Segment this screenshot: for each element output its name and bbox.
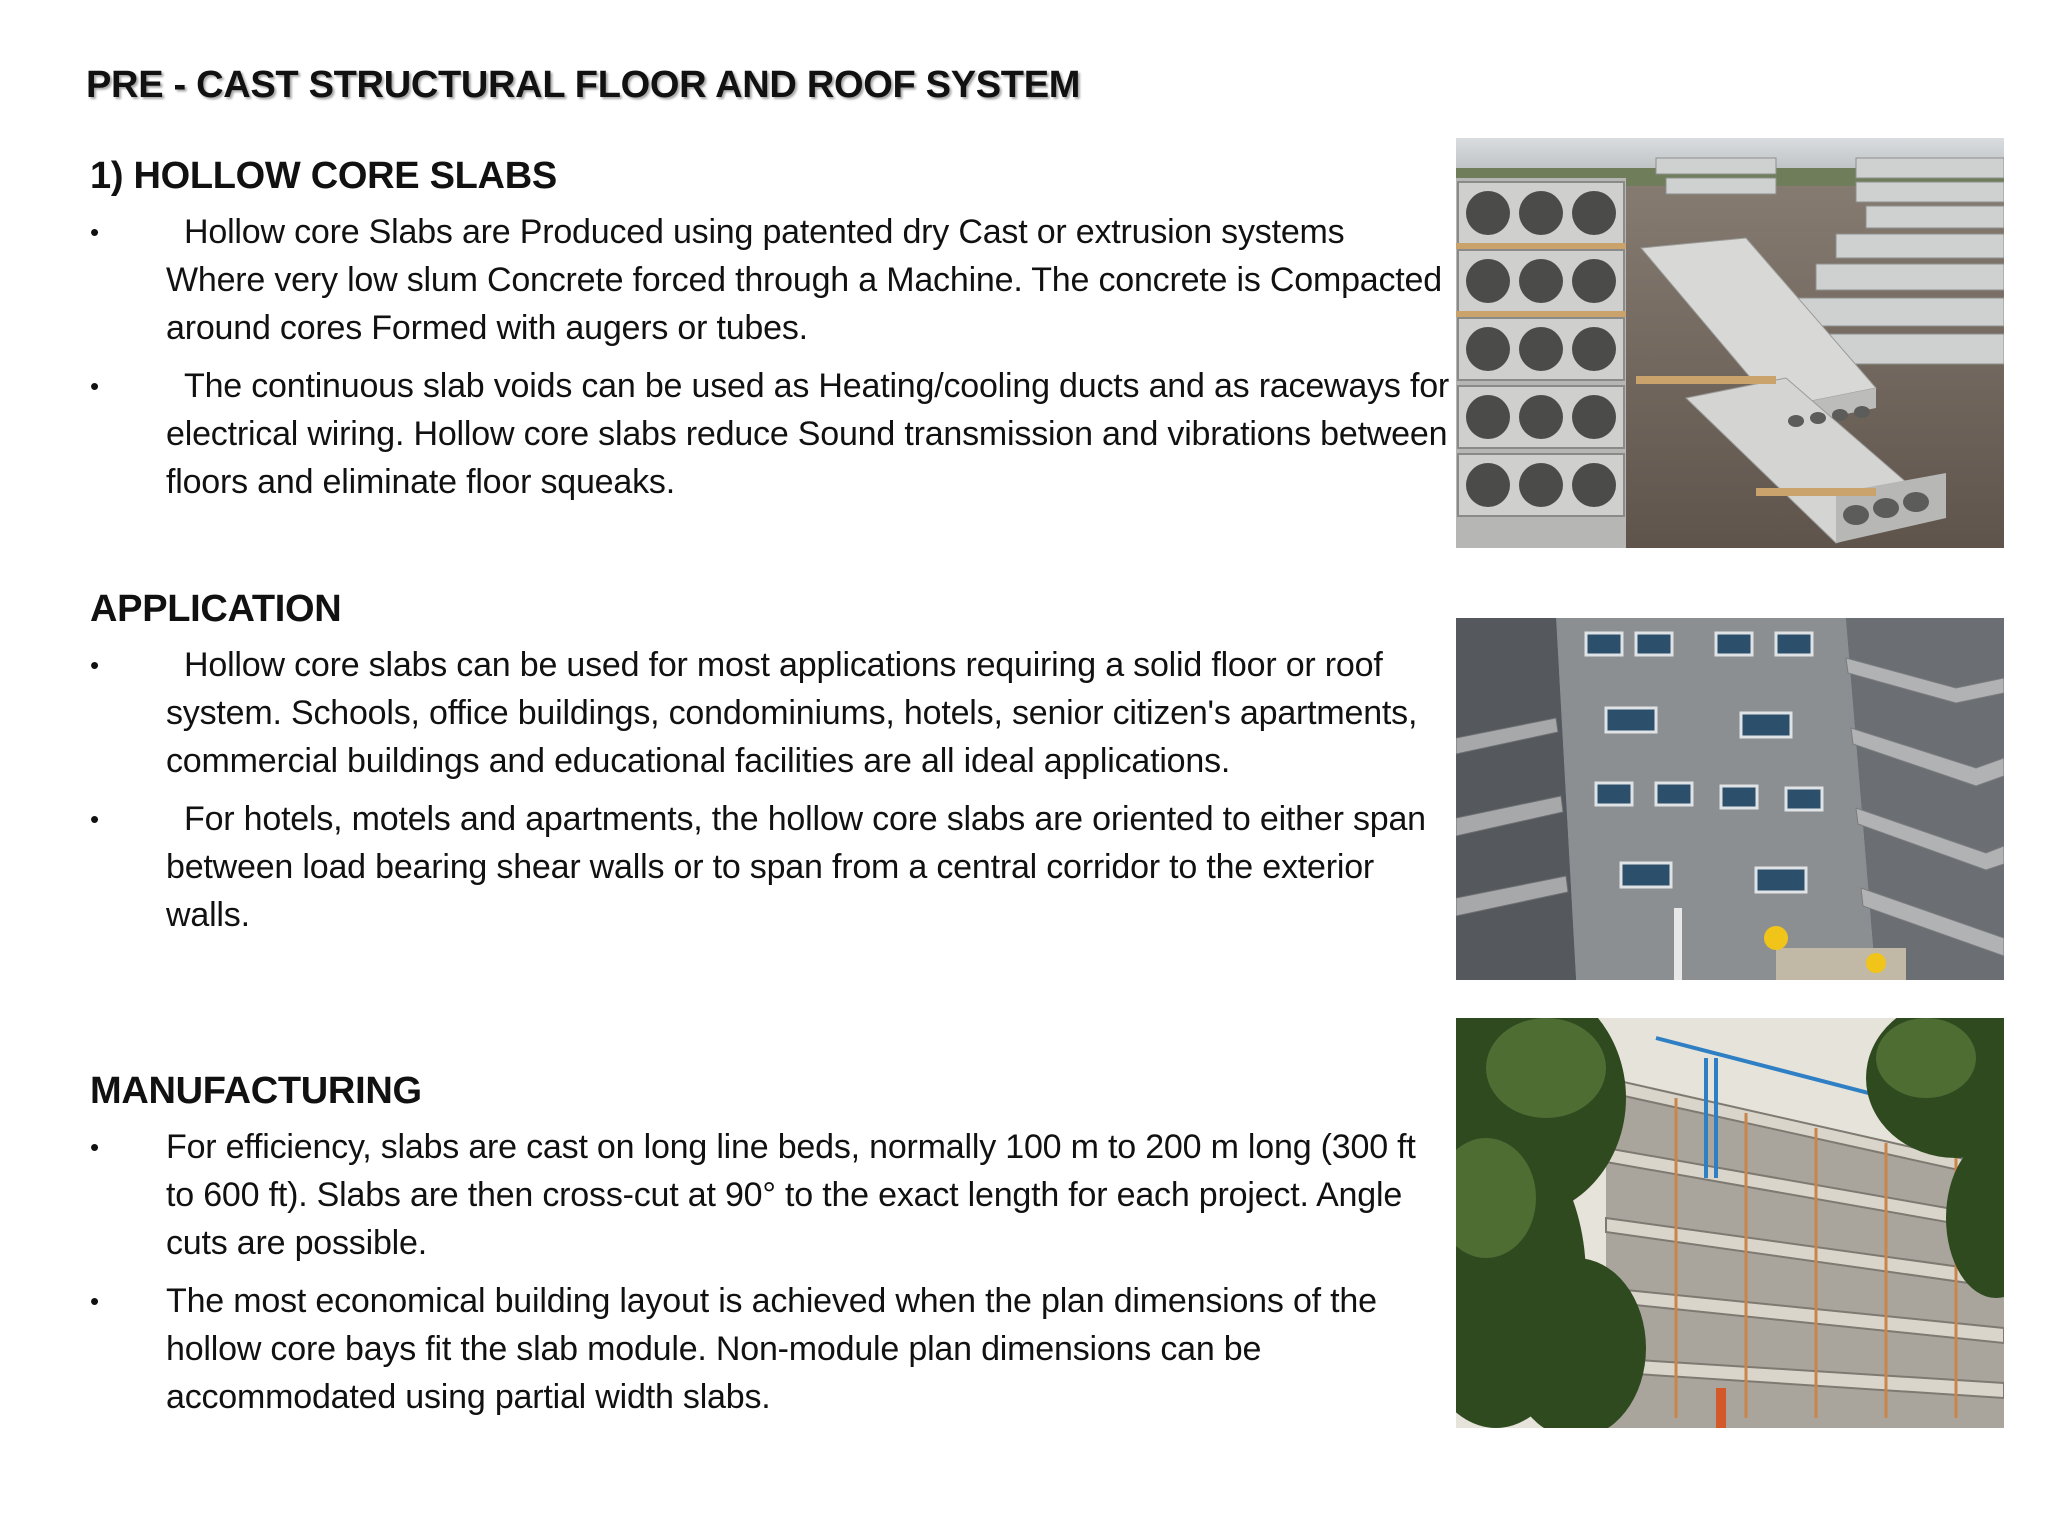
- bullet-list: [90, 641, 1450, 939]
- section-application: [90, 588, 1450, 949]
- bullet-icon: •: [90, 217, 99, 247]
- bullet-icon: •: [90, 1132, 99, 1162]
- section-heading: 1) HOLLOW CORE SLABS: [90, 155, 557, 197]
- bullet-text: The most economical building layout is achieved when the plan dimensions of the hollow core bays fit the slab module. Non-module plan dimensions can be accommodated using partial width slabs.: [166, 1282, 1377, 1416]
- building-facade-construction-photo: [1456, 618, 2004, 980]
- bullet-icon: •: [90, 650, 99, 680]
- multi-storey-frame-construction-photo: [1456, 1018, 2004, 1428]
- section-hollow-core-slabs: [90, 155, 1450, 516]
- bullet-icon: •: [90, 1286, 99, 1316]
- bullet-item: [90, 1277, 1450, 1421]
- bullet-text: Hollow core Slabs are Produced using patented dry Cast or extrusion systems Where very low slum Concrete forced through a Machine. The concrete is Compacted around cores Formed with augers or tubes.: [166, 213, 1442, 347]
- bullet-item: [90, 795, 1450, 939]
- section-manufacturing: [90, 1070, 1450, 1431]
- bullet-item: [90, 641, 1450, 785]
- hollow-core-slab-stacks-photo: [1456, 138, 2004, 548]
- bullet-item: [90, 208, 1450, 352]
- bullet-text: Hollow core slabs can be used for most applications requiring a solid floor or roof system. Schools, office buildings, condominiums, hotels, senior citizen's apartments, commercial buildings and educational facilities are all ideal applications.: [166, 646, 1418, 780]
- bullet-text: For hotels, motels and apartments, the hollow core slabs are oriented to either span between load bearing shear walls or to span from a central corridor to the exterior walls.: [166, 800, 1426, 934]
- bullet-text: The continuous slab voids can be used as Heating/cooling ducts and as raceways for electrical wiring. Hollow core slabs reduce Sound transmission and vibrations between floors and eliminate floor squeaks.: [166, 367, 1450, 501]
- bullet-list: [90, 1123, 1450, 1421]
- bullet-text: For efficiency, slabs are cast on long line beds, normally 100 m to 200 m long (300 ft to 600 ft). Slabs are then cross-cut at 90° to the exact length for each project. Angle cuts are possible.: [166, 1128, 1416, 1262]
- section-heading: MANUFACTURING: [90, 1070, 422, 1112]
- bullet-list: [90, 208, 1450, 506]
- bullet-icon: •: [90, 804, 99, 834]
- bullet-item: [90, 362, 1450, 506]
- bullet-item: [90, 1123, 1450, 1267]
- page-title: PRE - CAST STRUCTURAL FLOOR AND ROOF SYSTEM: [86, 64, 1081, 106]
- section-heading: APPLICATION: [90, 588, 342, 630]
- bullet-icon: •: [90, 371, 99, 401]
